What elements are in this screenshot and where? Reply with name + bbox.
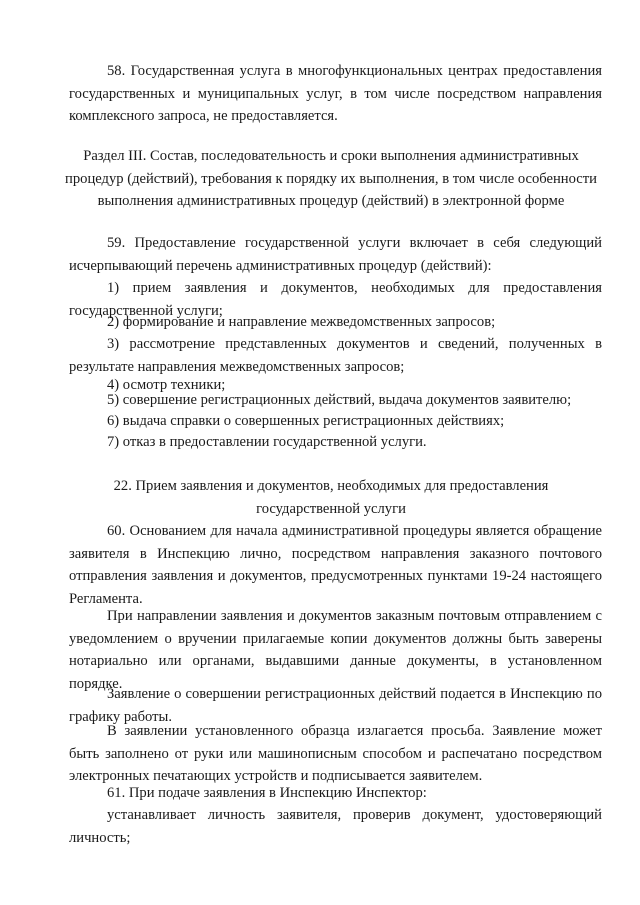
paragraph-60-form: В заявлении установленного образца излагается просьба. Заявление может быть заполнено от руки или машинописным способом и распечатано посредством электронных печатающих устройств и подписывается заявителем.	[69, 723, 602, 785]
list-item: 5) совершение регистрационных действий, выдача документов заявителю;	[107, 392, 572, 408]
list-item: 6) выдача справки о совершенных регистрационных действиях;	[107, 413, 505, 429]
paragraph-60: 60. Основанием для начала административной процедуры является обращение заявителя в Инспекцию лично, посредством направления заказного почтового отправления заявления и документов, предусмотренных пунктами 19-24 настоящего Регламента.	[69, 523, 602, 607]
list-item: 1) прием заявления и документов, необходимых для предоставления государственной услуги;	[69, 280, 602, 319]
section-3-heading: Раздел III. Состав, последовательность и сроки выполнения административных процедур (действий), требования к порядку их выполнения, в том числе особенности выполнения административных процедур (действий) в электронной форме	[65, 148, 597, 210]
paragraph-59: 59. Предоставление государственной услуги включает в себя следующий исчерпывающий перечень административных процедур (действий):	[69, 235, 602, 274]
paragraph-61: 61. При подаче заявления в Инспекцию Инспектор:	[107, 785, 427, 801]
paragraph-60-schedule: Заявление о совершении регистрационных действий подается в Инспекцию по графику работы.	[69, 686, 602, 725]
paragraph-60-mail: При направлении заявления и документов заказным почтовым отправлением с уведомлением о вручении прилагаемые копии документов должны быть заверены нотариально или органами, выдавшими данные документы, в установленном порядке.	[69, 608, 602, 692]
paragraph-61-item: устанавливает личность заявителя, проверив документ, удостоверяющий личность;	[69, 807, 602, 846]
paragraph-58: 58. Государственная услуга в многофункциональных центрах предоставления государственных и муниципальных услуг, в том числе посредством направления комплексного запроса, не предоставляется.	[69, 63, 602, 125]
list-item: 2) формирование и направление межведомственных запросов;	[107, 314, 496, 330]
list-item: 3) рассмотрение представленных документов и сведений, полученных в результате направления межведомственных запросов;	[69, 336, 602, 375]
subsection-22-heading: 22. Прием заявления и документов, необходимых для предоставления государственной услуги	[113, 478, 549, 517]
list-item: 7) отказ в предоставлении государственной услуги.	[107, 434, 427, 450]
list-item: 4) осмотр техники;	[107, 377, 226, 393]
